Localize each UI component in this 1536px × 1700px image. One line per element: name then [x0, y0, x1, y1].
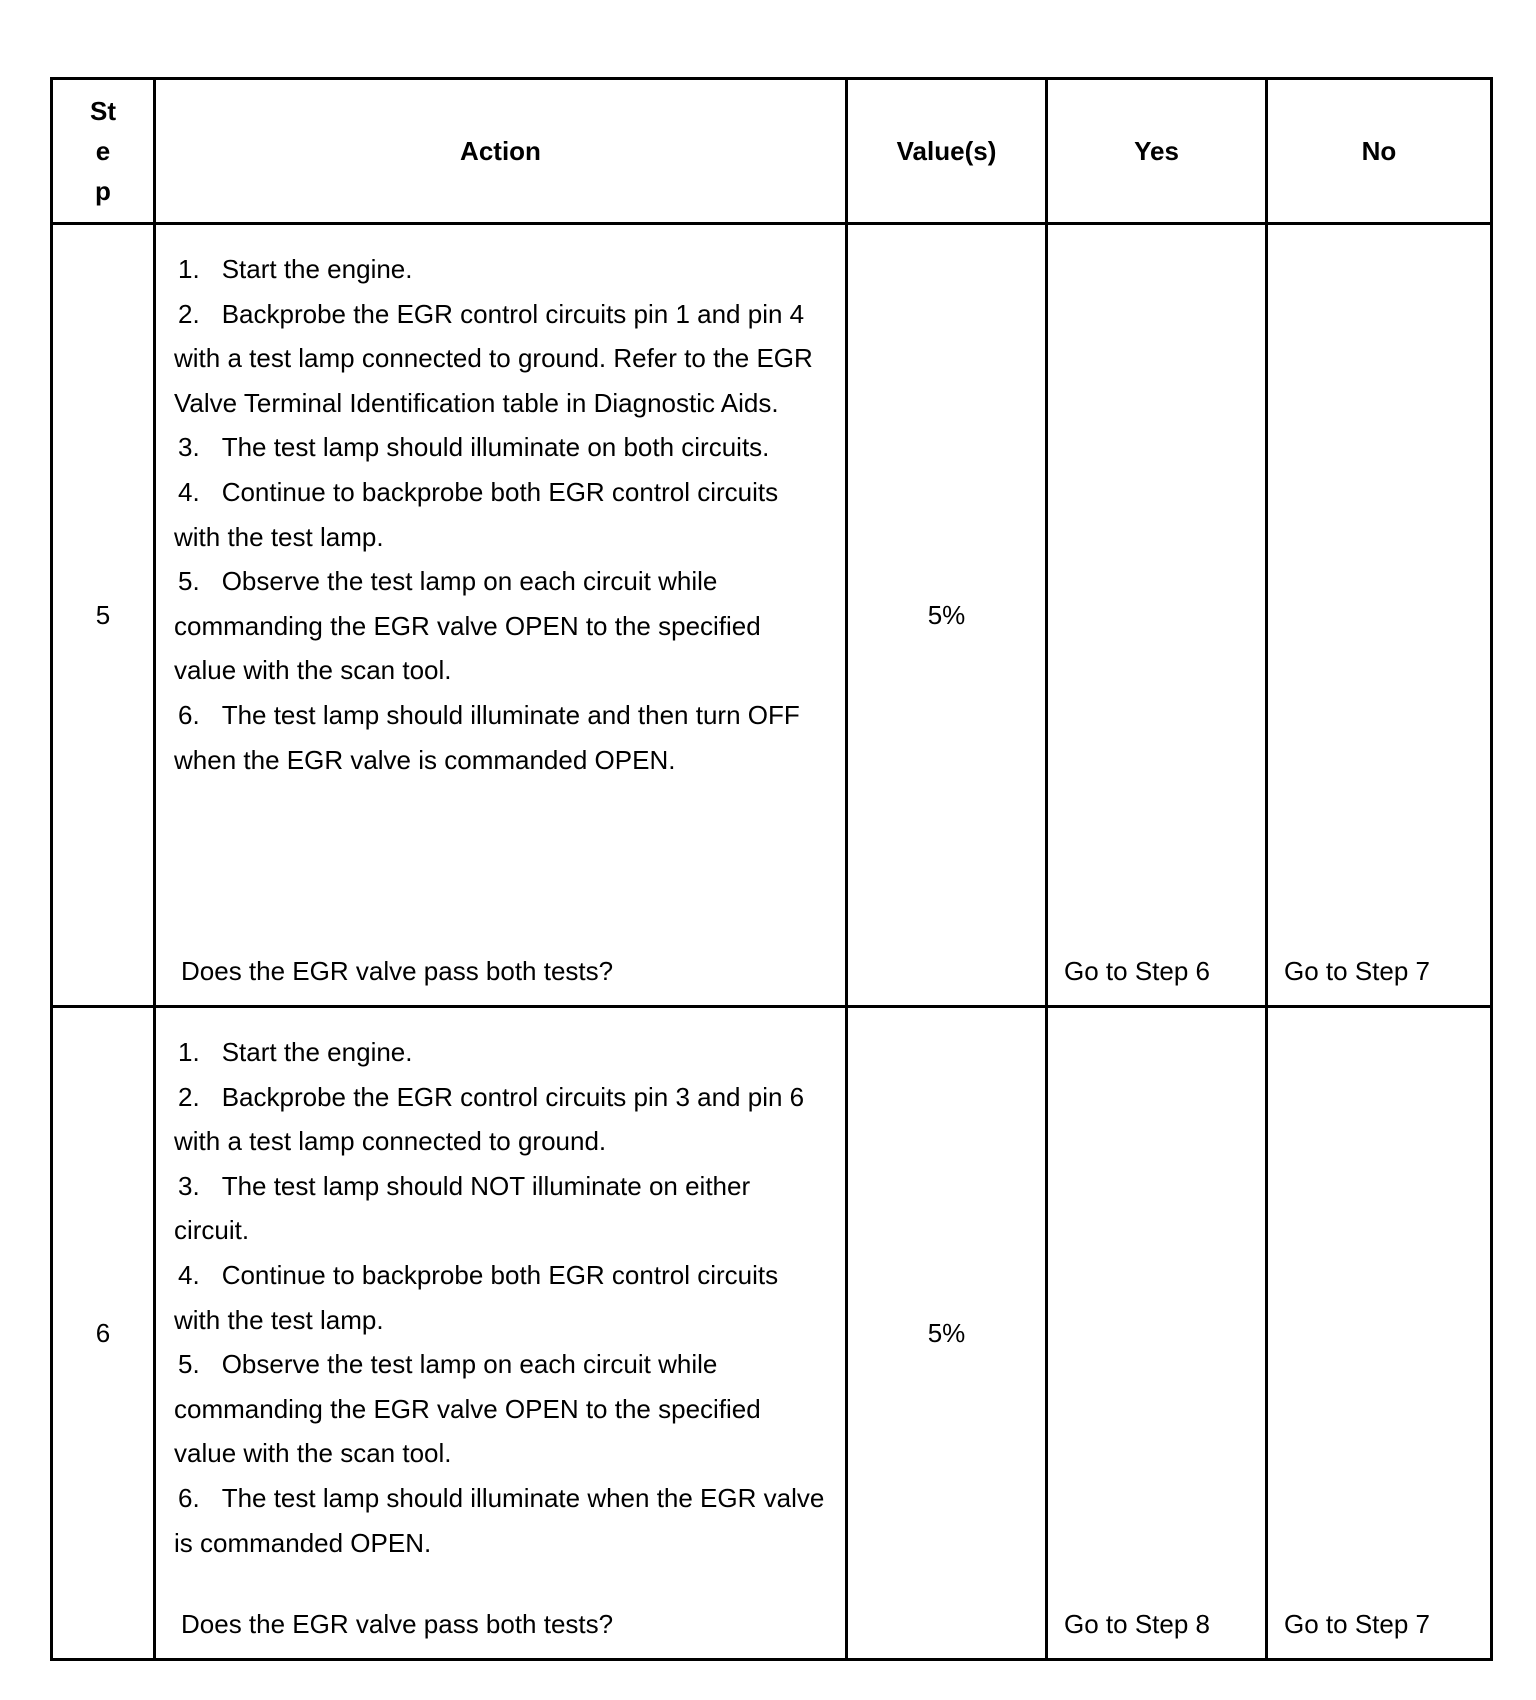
action-item: 6. The test lamp should illuminate when the EGR valve is commanded OPEN.	[174, 1482, 825, 1558]
header-no: No	[1267, 79, 1492, 224]
value-cell: 5%	[847, 224, 1047, 1007]
no-cell	[1267, 1007, 1492, 1660]
action-item: 5. Observe the test lamp on each circuit while commanding the EGR valve OPEN to the specified value with the scan tool.	[174, 566, 761, 686]
action-item: 4. Continue to backprobe both EGR control circuits with the test lamp.	[174, 476, 779, 552]
action-item: 1. Start the engine.	[178, 254, 413, 284]
header-values: Value(s)	[847, 79, 1047, 224]
table-row-step-5	[52, 224, 1492, 1007]
yes-link: Go to Step 8	[1064, 1609, 1210, 1639]
header-row	[52, 79, 1492, 224]
step-number: 6	[52, 1007, 155, 1660]
no-cell	[1267, 224, 1492, 1007]
yes-cell	[1047, 224, 1267, 1007]
action-item: 2. Backprobe the EGR control circuits pin 1 and pin 4 with a test lamp connected to ground. Refer to the EGR Valve Terminal Identification table in Diagnostic Aids.	[174, 298, 813, 418]
action-item: 2. Backprobe the EGR control circuits pin 3 and pin 6 with a test lamp connected to ground.	[174, 1081, 805, 1157]
diagnostic-table	[50, 77, 1493, 1661]
action-item: 3. The test lamp should NOT illuminate on either circuit.	[174, 1170, 751, 1246]
yes-link: Go to Step 6	[1064, 956, 1210, 986]
action-question: Does the EGR valve pass both tests?	[181, 1609, 614, 1639]
no-link: Go to Step 7	[1284, 956, 1430, 986]
action-item: 4. Continue to backprobe both EGR control circuits with the test lamp.	[174, 1259, 779, 1335]
action-list	[156, 1008, 845, 1565]
action-item: 3. The test lamp should illuminate on both circuits.	[178, 432, 770, 463]
action-list	[156, 225, 845, 782]
header-step: Step	[52, 79, 155, 224]
no-link: Go to Step 7	[1284, 1609, 1430, 1639]
value-cell: 5%	[847, 1007, 1047, 1660]
action-cell	[155, 1007, 847, 1660]
table-row-step-6	[52, 1007, 1492, 1660]
yes-cell	[1047, 1007, 1267, 1660]
action-item: 5. Observe the test lamp on each circuit while commanding the EGR valve OPEN to the specified value with the scan tool.	[174, 1349, 761, 1469]
header-yes: Yes	[1047, 79, 1267, 224]
action-item: 1. Start the engine.	[178, 1037, 413, 1067]
header-action: Action	[155, 79, 847, 224]
action-item: 6. The test lamp should illuminate and then turn OFF when the EGR valve is commanded OPEN.	[174, 699, 800, 775]
action-question: Does the EGR valve pass both tests?	[181, 956, 614, 986]
action-cell	[155, 224, 847, 1007]
step-number: 5	[52, 224, 155, 1007]
